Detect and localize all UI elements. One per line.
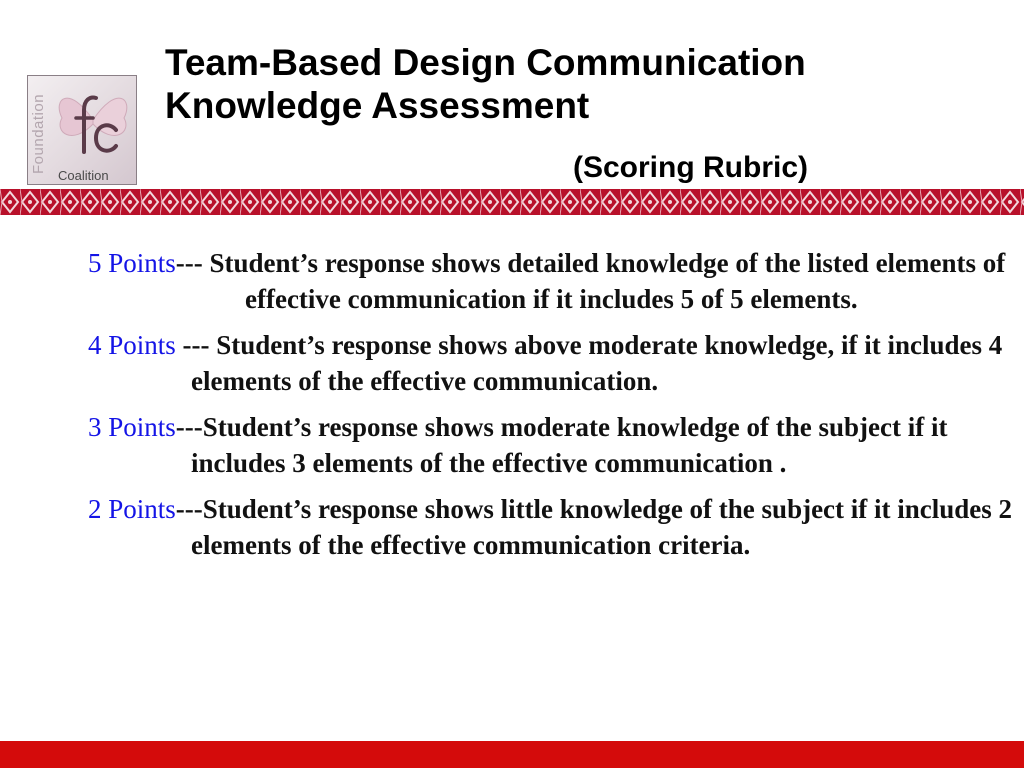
- rubric-description: --- Student’s response shows above moderate knowledge, if it includes 4 elements of the effective communication.: [175, 330, 1003, 396]
- title-line-2: Knowledge Assessment: [165, 85, 590, 126]
- decorative-divider-band: [0, 189, 1024, 215]
- rubric-item-5-points: [88, 245, 1013, 317]
- scoring-rubric-list: [88, 245, 1013, 573]
- rubric-item-2-points: [88, 491, 1013, 563]
- foundation-coalition-logo: [27, 75, 137, 185]
- rubric-description: ---Student’s response shows little knowledge of the subject if it includes 2 elements of the effective communication criteria.: [175, 494, 1013, 560]
- points-label: 5 Points: [88, 248, 176, 278]
- rubric-item-4-points: [88, 327, 1013, 399]
- page-subtitle: (Scoring Rubric): [573, 151, 809, 184]
- points-label: 3 Points: [88, 412, 176, 442]
- logo-bottom-text: Coalition: [58, 168, 109, 183]
- logo-fc-mark-icon: [50, 80, 136, 164]
- page-title: [165, 41, 806, 127]
- points-label: 2 Points: [88, 494, 176, 524]
- rubric-description: ---Student’s response shows moderate knowledge of the subject if it includes 3 elements of the effective communication .: [175, 412, 948, 478]
- points-label: 4 Points: [88, 330, 176, 360]
- rubric-description: --- Student’s response shows detailed knowledge of the listed elements of: [175, 248, 1006, 278]
- bottom-red-bar: [0, 741, 1024, 768]
- logo-vertical-text: Foundation: [30, 93, 47, 175]
- title-line-1: Team-Based Design Communication: [165, 42, 806, 83]
- rubric-item-3-points: [88, 409, 1013, 481]
- rubric-description-continued: effective communication if it includes 5 of 5 elements.: [245, 284, 858, 314]
